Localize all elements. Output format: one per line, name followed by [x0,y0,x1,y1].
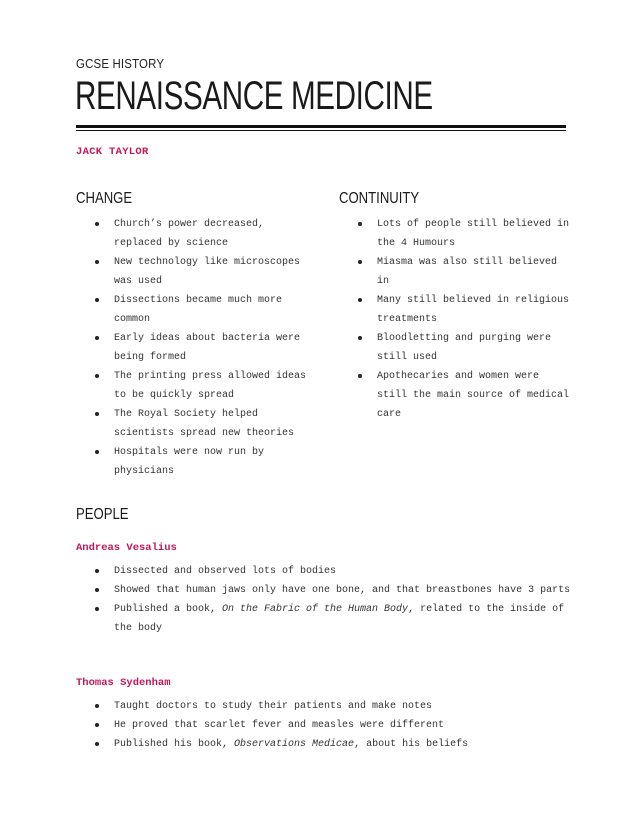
change-heading: CHANGE [76,190,133,207]
list-item [76,735,576,754]
continuity-heading: CONTINUITY [339,190,420,207]
continuity-list [339,215,571,424]
list-item: Many still believed in religious treatments [339,291,571,329]
list-item: New technology like microscopes was used [76,253,316,291]
item-text: Published his book, [114,739,235,750]
person-name-sydenham: Thomas Sydenham [76,677,171,689]
list-item: Bloodletting and purging were still used [339,329,571,367]
list-item: Dissected and observed lots of bodies [76,562,576,581]
sydenham-list [76,697,576,754]
item-text: Published a book, [114,604,223,615]
author-name: JACK TAYLOR [76,146,149,158]
people-heading: PEOPLE [76,506,129,523]
list-item: Early ideas about bacteria were being formed [76,329,316,367]
title-divider-thin [76,130,566,131]
subject-label: GCSE HISTORY [76,56,165,71]
book-title: On the Fabric of the Human Body [222,604,409,615]
list-item: Taught doctors to study their patients and make notes [76,697,576,716]
list-item: Miasma was also still believed in [339,253,571,291]
list-item: Dissections became much more common [76,291,316,329]
list-item: The printing press allowed ideas to be quickly spread [76,367,316,405]
list-item: Church’s power decreased, replaced by science [76,215,316,253]
list-item: Apothecaries and women were still the main source of medical care [339,367,571,424]
item-text: , related to the inside of the body [114,604,565,634]
change-list [76,215,316,481]
title-divider-thick [76,125,566,128]
list-item: Showed that human jaws only have one bone, and that breastbones have 3 parts [76,581,576,600]
list-item: He proved that scarlet fever and measles were different [76,716,576,735]
person-name-vesalius: Andreas Vesalius [76,542,177,554]
book-title: Observations Medicae [234,739,355,750]
page-title: RENAISSANCE MEDICINE [75,74,433,118]
list-item: The Royal Society helped scientists spread new theories [76,405,316,443]
list-item: Lots of people still believed in the 4 Humours [339,215,571,253]
list-item [76,600,576,638]
list-item: Hospitals were now run by physicians [76,443,316,481]
vesalius-list [76,562,576,638]
item-text: , about his beliefs [354,739,469,750]
